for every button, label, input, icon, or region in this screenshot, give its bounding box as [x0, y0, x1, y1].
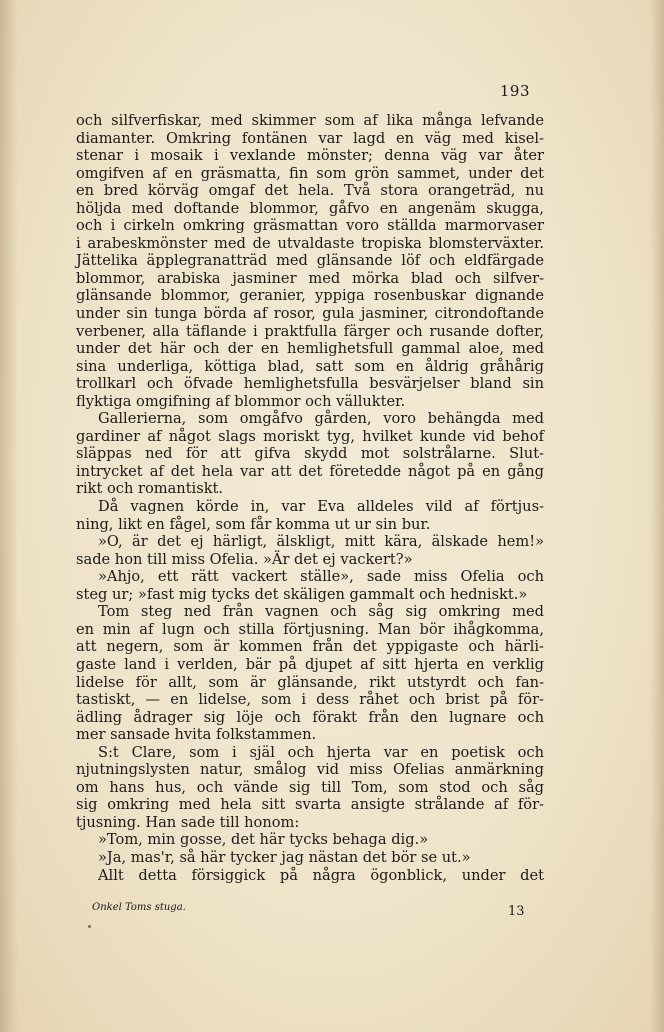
text-line: blommor, arabiska jasminer med mörka blad och silfver- — [76, 269, 544, 287]
text-line: diamanter. Omkring fontänen var lagd en väg med kisel- — [76, 129, 544, 147]
text-line: sig omkring med hela sitt svarta ansigte strålande af för- — [76, 796, 544, 814]
page-text-body — [76, 112, 544, 884]
text-line: »O, är det ej härligt, älskligt, mitt kära, älskade hem!» — [98, 533, 544, 551]
ink-speck — [88, 925, 91, 928]
text-line: tastiskt, — en lidelse, som i dess råhet och brist på för- — [76, 691, 544, 709]
text-line: glänsande blommor, geranier, yppiga rosenbuskar dignande — [76, 287, 544, 305]
text-line: lidelse för allt, som är glänsande, rikt utstyrdt och fan- — [76, 673, 544, 691]
text-line: sina underliga, köttiga blad, satt som en åldrig gråhårig — [76, 357, 544, 375]
text-line: gardiner af något slags moriskt tyg, hvilket kunde vid behof — [76, 427, 544, 445]
text-line: Allt detta försiggick på några ögonblick, under det — [98, 866, 544, 884]
text-line: en bred körväg omgaf det hela. Två stora orangeträd, nu — [76, 182, 544, 200]
text-line: S:t Clare, som i själ och hjerta var en poetisk och — [98, 743, 544, 761]
text-line: släppas ned för att gifva skydd mot solstrålarne. Slut- — [76, 445, 544, 463]
text-line: om hans hus, och vände sig till Tom, som stod och såg — [76, 778, 544, 796]
text-line: rikt och romantiskt. — [76, 480, 224, 498]
text-line: verbener, alla täflande i praktfulla färger och rusande dofter, — [76, 322, 544, 340]
text-line: att negern, som är kommen från det yppigaste och härli- — [76, 638, 544, 656]
text-line: flyktiga omgifning af blommor och vällukter. — [76, 392, 406, 410]
text-line: ning, likt en fågel, som får komma ut ur sin bur. — [76, 515, 431, 533]
text-line: njutningslysten natur, smålog vid miss Ofelias anmärkning — [76, 761, 544, 779]
text-line: under det här och der en hemlighetsfull gammal aloe, med — [76, 340, 544, 358]
text-line: under sin tunga börda af rosor, gula jasminer, citrondoftande — [76, 305, 544, 323]
text-line: trollkarl och öfvade hemlighetsfulla besvärjelser bland sin — [76, 375, 544, 393]
text-line: gaste land i verlden, bär på djupet af sitt hjerta en verklig — [76, 655, 544, 673]
text-line: steg ur; »fast mig tycks det skäligen gammalt och hedniskt.» — [76, 585, 528, 603]
text-line: tjusning. Han sade till honom: — [76, 813, 300, 831]
text-line: sade hon till miss Ofelia. »Är det ej vackert?» — [76, 550, 413, 568]
text-line: »Ja, mas'r, så här tycker jag nästan det bör se ut.» — [98, 848, 471, 866]
text-line: höljda med doftande blommor, gåfvo en angenäm skugga, — [76, 199, 544, 217]
text-line: »Tom, min gosse, det här tycks behaga dig.» — [98, 831, 429, 849]
text-line: intrycket af det hela var att det företedde något på en gång — [76, 462, 544, 480]
text-line: Jättelika äpplegranatträd med glänsande löf och eldfärgade — [76, 252, 544, 270]
text-line: omgifven af en gräsmatta, fin som grön sammet, under det — [76, 164, 544, 182]
text-line: och i cirkeln omkring gräsmattan voro ställda marmorvaser — [76, 217, 544, 235]
text-line: stenar i mosaik i vexlande mönster; denna väg var åter — [76, 147, 544, 165]
text-line: i arabeskmönster med de utvaldaste tropiska blomsterväxter. — [76, 234, 544, 252]
text-line: en min af lugn och stilla förtjusning. Man bör ihågkomma, — [76, 620, 544, 638]
text-line: och silfverfiskar, med skimmer som af lika många lefvande — [76, 112, 544, 129]
footer-book-title: Onkel Toms stuga. — [92, 902, 186, 913]
text-line: Tom steg ned från vagnen och såg sig omkring med — [98, 603, 544, 621]
signature-mark: 13 — [508, 904, 525, 919]
text-line: Gallerierna, som omgåfvo gården, voro behängda med — [98, 410, 544, 428]
text-line: mer sansade hvita folkstammen. — [76, 726, 317, 744]
text-line: »Ahjo, ett rätt vackert ställe», sade miss Ofelia och — [98, 568, 544, 586]
text-line: ädling ådrager sig löje och förakt från den lugnare och — [76, 708, 544, 726]
page-number: 193 — [499, 82, 530, 100]
text-line: Då vagnen körde in, var Eva alldeles vild af förtjus- — [98, 498, 544, 516]
